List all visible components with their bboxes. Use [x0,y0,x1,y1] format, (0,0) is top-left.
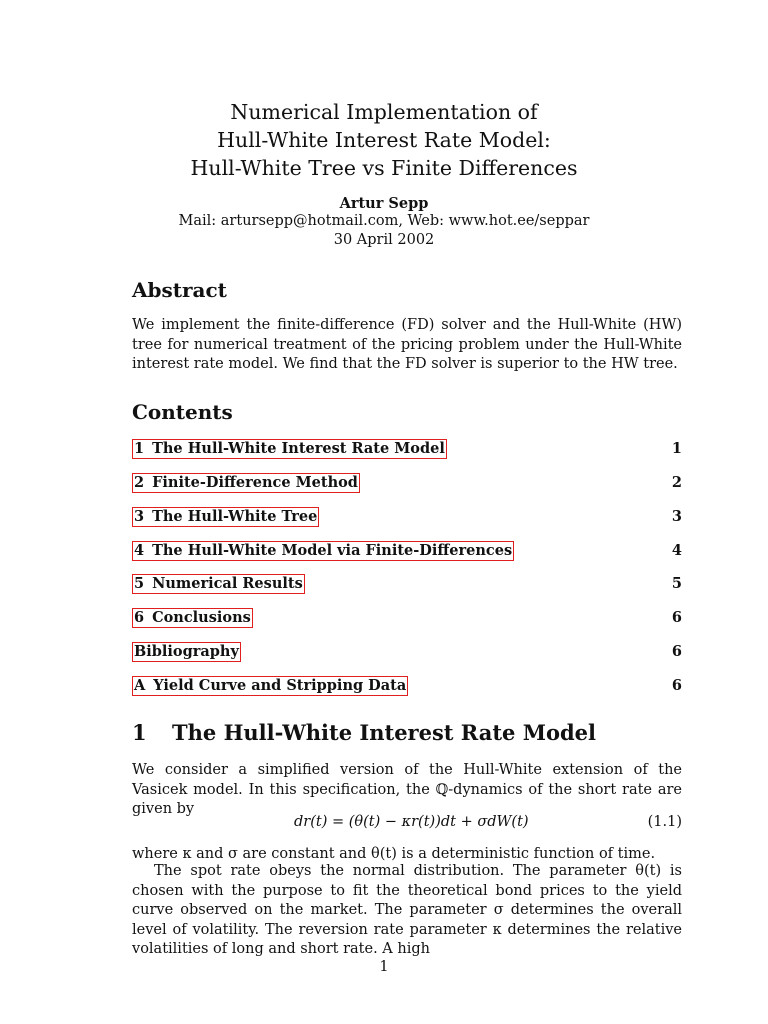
section-1-paragraph-2: where κ and σ are constant and θ(t) is a deterministic function of time. [132,846,656,862]
toc-page-number: 3 [671,508,682,525]
section-1-paragraph-3: The spot rate obeys the normal distribution. The parameter θ(t) is chosen with the purpose to fit the theoretical bond prices to the yield curve observed on the market. The parameter σ determines the overall level of volatility. The reversion rate parameter κ determines the relative volatilities of long and short rate. A high [132,863,682,957]
equation-body: dr(t) = (θ(t) − κr(t))dt + σdW(t) [294,814,529,830]
toc-entry [132,676,682,698]
abstract-heading: Abstract [132,278,227,302]
toc-label: Conclusions [152,609,251,626]
section-1-paragraph-1: We consider a simplified version of the Hull-White extension of the Vasicek model. In this specification, the ℚ-dynamics of the short rate are given by [132,762,682,817]
toc-entry [132,473,682,495]
toc-entry [132,541,682,563]
toc-number: 5 [134,575,145,592]
author-name: Artur Sepp [339,195,429,212]
toc-label: Numerical Results [152,575,303,592]
toc-page-number: 4 [671,542,682,559]
toc-label: Bibliography [134,643,239,660]
toc-link-model-via-finite-differences[interactable] [132,541,514,561]
toc-link-numerical-results[interactable] [132,574,305,594]
equation-1-1 [132,812,682,832]
toc-label: The Hull-White Model via Finite-Differences [152,542,513,559]
section-1-heading [132,719,596,747]
toc-number: 1 [134,440,145,457]
toc-label: The Hull-White Tree [152,508,318,525]
abstract-text: We implement the finite-difference (FD) solver and the Hull-White (HW) tree for numerical treatment of the pricing problem under the Hull-White interest rate model. We find that the FD solver is superior to the HW tree. [132,317,682,372]
toc-link-hull-white-tree[interactable] [132,507,319,527]
toc-entry [132,574,682,596]
paper-date: 30 April 2002 [333,232,435,248]
toc-page-number: 6 [671,609,682,626]
paper-title [0,98,768,182]
toc-label: Yield Curve and Stripping Data [153,677,407,694]
toc-number: 4 [134,542,145,559]
title-line-2: Hull-White Interest Rate Model: [217,128,551,152]
contents-heading: Contents [132,400,233,424]
title-line-3: Hull-White Tree vs Finite Differences [190,156,578,180]
section-number: 1 [132,720,147,745]
toc-link-hull-white-model[interactable] [132,439,447,459]
toc-page-number: 5 [671,575,682,592]
toc-number: 3 [134,508,145,525]
toc-link-yield-curve-data[interactable] [132,676,408,696]
toc-link-conclusions[interactable] [132,608,253,628]
toc-link-bibliography[interactable] [132,642,241,662]
toc-number: A [134,677,146,694]
author-contact: Mail: artursepp@hotmail.com, Web: www.hot.ee/seppar [178,213,590,229]
title-line-1: Numerical Implementation of [230,100,538,124]
toc-number: 2 [134,474,145,491]
toc-label: Finite-Difference Method [152,474,358,491]
section-title: The Hull-White Interest Rate Model [172,720,596,745]
toc-label: The Hull-White Interest Rate Model [152,440,445,457]
toc-entry [132,642,682,664]
toc-page-number: 2 [671,474,682,491]
equation-number: (1.1) [647,814,682,830]
toc-page-number: 6 [671,677,682,694]
page-number: 1 [379,959,389,975]
toc-page-number: 1 [671,440,682,457]
toc-entry [132,507,682,529]
toc-number: 6 [134,609,145,626]
toc-entry [132,439,682,461]
toc-entry [132,608,682,630]
toc-page-number: 6 [671,643,682,660]
toc-link-finite-difference-method[interactable] [132,473,360,493]
